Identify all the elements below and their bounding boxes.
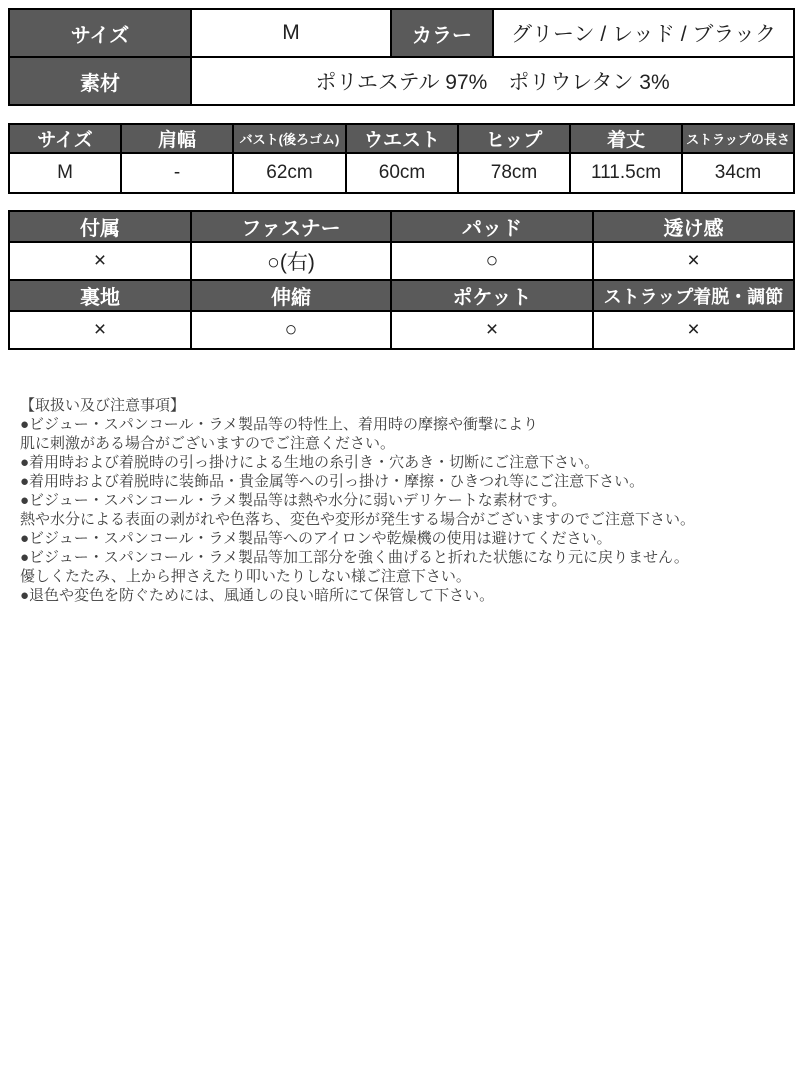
care-note-line: ●着用時および着脱時に装飾品・貴金属等への引っ掛け・摩擦・ひきつれ等にご注意下さい。	[20, 473, 645, 490]
feature-header-cell: ストラップ着脱・調節	[593, 280, 794, 311]
summary-row-material	[9, 57, 794, 105]
feature-value-cell: ×	[593, 242, 794, 280]
features-header-row-1	[9, 211, 794, 242]
size-chart-value-cell: 34cm	[682, 153, 794, 193]
care-note-line: ●退色や変色を防ぐためには、風通しの良い暗所にて保管して下さい。	[20, 587, 495, 604]
care-note-line: 優しくたたみ、上から押さえたり叩いたりしない様ご注意下さい。	[20, 568, 471, 585]
feature-header-cell: 付属	[9, 211, 191, 242]
features-header-row-2	[9, 280, 794, 311]
feature-header-cell: 伸縮	[191, 280, 391, 311]
care-notes-title: 【取扱い及び注意事項】	[20, 397, 186, 414]
features-value-row-2	[9, 311, 794, 349]
size-chart-value-row	[9, 153, 794, 193]
features-table	[8, 210, 795, 350]
care-note-line: 肌に刺激がある場合がございますのでご注意ください。	[20, 435, 396, 452]
size-chart-value-cell: -	[121, 153, 233, 193]
feature-header-cell: 透け感	[593, 211, 794, 242]
summary-row-size-color	[9, 9, 794, 57]
size-chart-header-cell: バスト(後ろゴム)	[233, 124, 346, 153]
feature-header-cell: ファスナー	[191, 211, 391, 242]
color-header-cell: カラー	[391, 9, 493, 57]
size-chart-value-cell: 62cm	[233, 153, 346, 193]
care-note-line: ●ビジュー・スパンコール・ラメ製品等の特性上、着用時の摩擦や衝撃により	[20, 416, 539, 433]
material-header-cell: 素材	[9, 57, 191, 105]
size-chart-value-cell: 78cm	[458, 153, 570, 193]
feature-value-cell: ×	[593, 311, 794, 349]
feature-value-cell: ○(右)	[191, 242, 391, 280]
color-value-cell: グリーン / レッド / ブラック	[493, 9, 794, 57]
feature-value-cell: ○	[391, 242, 593, 280]
feature-value-cell: ×	[391, 311, 593, 349]
feature-value-cell: ○	[191, 311, 391, 349]
feature-value-cell: ×	[9, 311, 191, 349]
size-chart-table	[8, 123, 795, 194]
size-chart-header-cell: ストラップの長さ	[682, 124, 794, 153]
size-value-cell: M	[191, 9, 391, 57]
size-chart-header-cell: 肩幅	[121, 124, 233, 153]
care-note-line: ●着用時および着脱時の引っ掛けによる生地の糸引き・穴あき・切断にご注意下さい。	[20, 454, 600, 471]
care-note-line: ●ビジュー・スパンコール・ラメ製品等へのアイロンや乾燥機の使用は避けてください。	[20, 530, 612, 547]
care-note-line: ●ビジュー・スパンコール・ラメ製品等は熱や水分に弱いデリケートな素材です。	[20, 492, 567, 509]
feature-value-cell: ×	[9, 242, 191, 280]
feature-header-cell: 裏地	[9, 280, 191, 311]
feature-header-cell: ポケット	[391, 280, 593, 311]
size-chart-value-cell: 60cm	[346, 153, 458, 193]
size-header-cell: サイズ	[9, 9, 191, 57]
feature-header-cell: パッド	[391, 211, 593, 242]
care-note-line: 熱や水分による表面の剥がれや色落ち、変色や変形が発生する場合がございますのでご注意下さい。	[20, 511, 696, 528]
size-chart-header-cell: ヒップ	[458, 124, 570, 153]
size-chart-header-cell: サイズ	[9, 124, 121, 153]
size-chart-header-cell: 着丈	[570, 124, 682, 153]
features-value-row-1	[9, 242, 794, 280]
summary-table	[8, 8, 795, 106]
care-note-line: ●ビジュー・スパンコール・ラメ製品等加工部分を強く曲げると折れた状態になり元に戻りません。	[20, 549, 689, 566]
care-notes	[20, 396, 780, 605]
size-chart-value-cell: M	[9, 153, 121, 193]
material-value-cell: ポリエステル 97% ポリウレタン 3%	[191, 57, 794, 105]
size-chart-value-cell: 111.5cm	[570, 153, 682, 193]
size-chart-header-cell: ウエスト	[346, 124, 458, 153]
size-chart-header-row	[9, 124, 794, 153]
